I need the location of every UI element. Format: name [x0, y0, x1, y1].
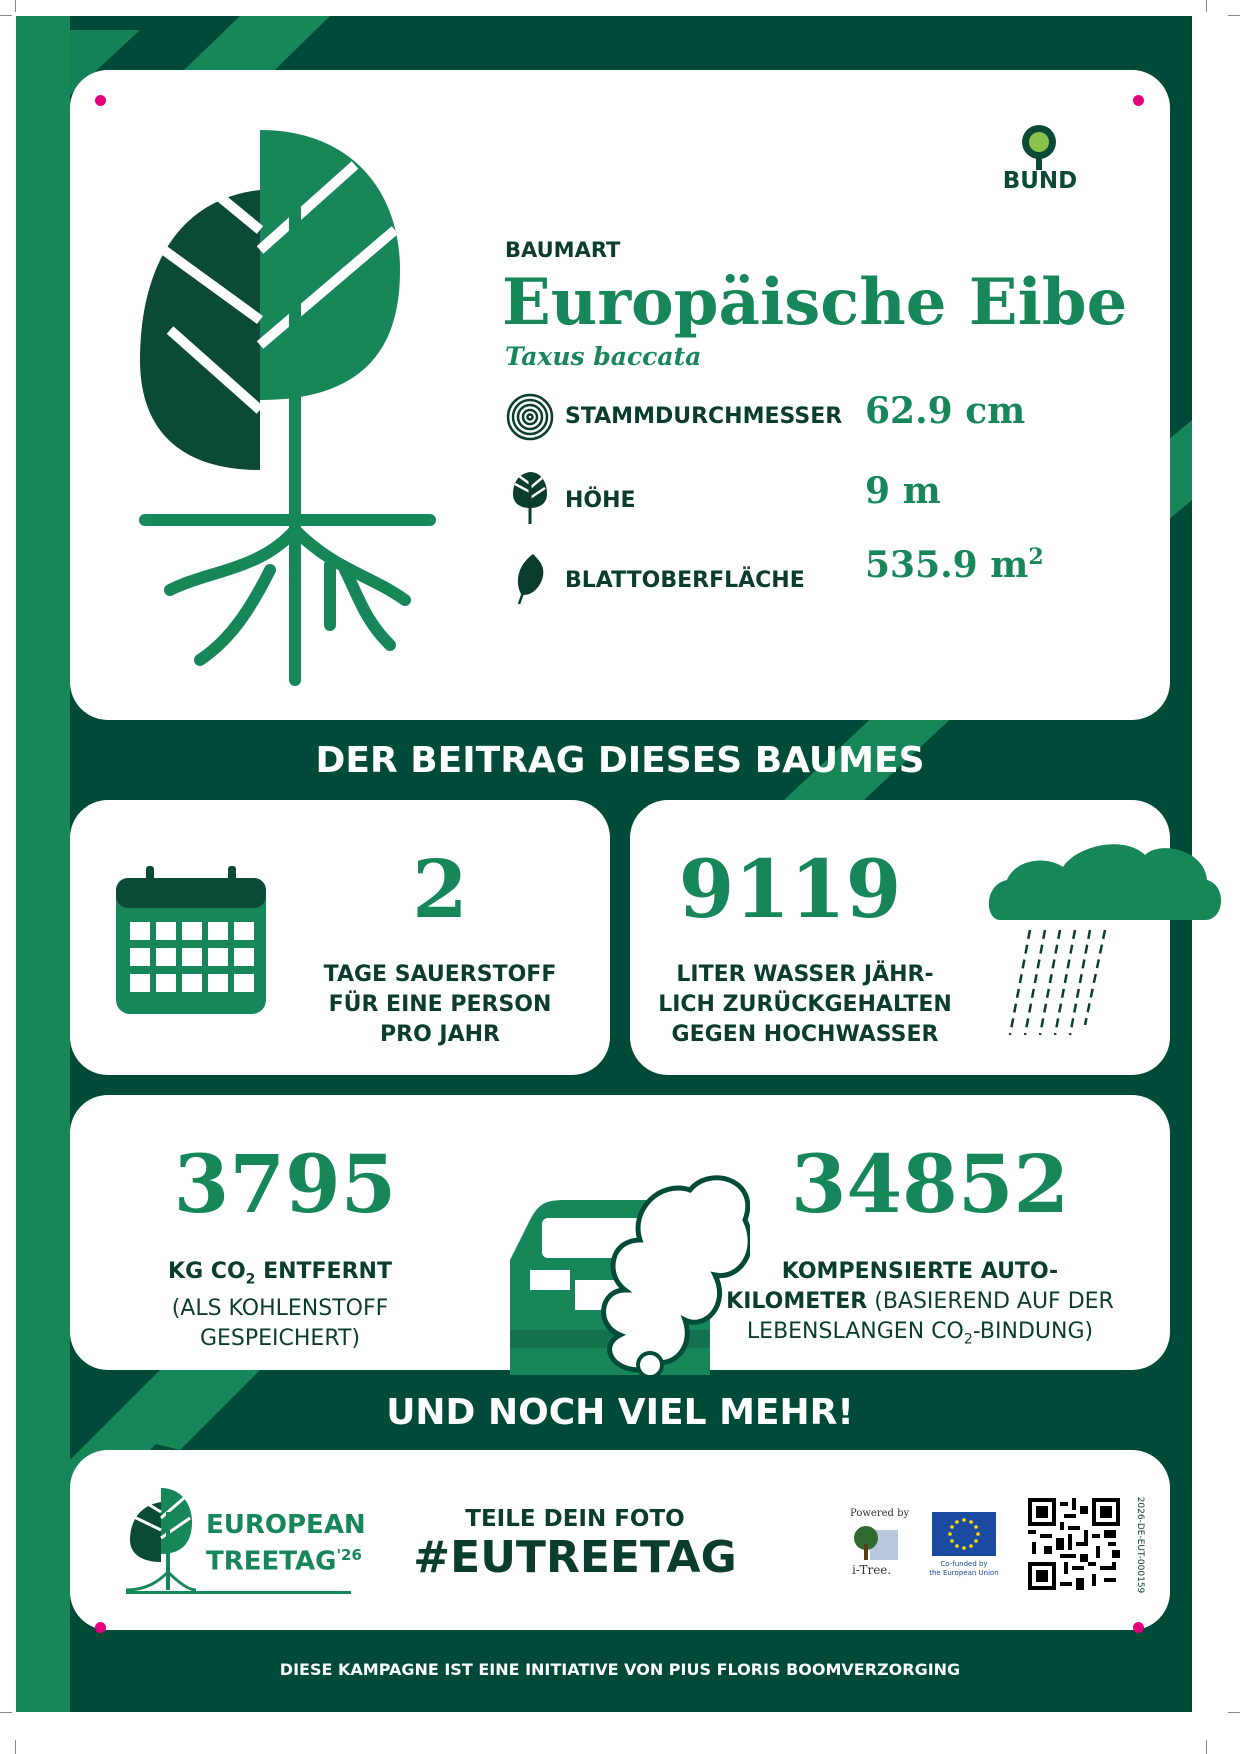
treetag-year: '26 — [336, 1546, 362, 1564]
treetag-line1: EUROPEAN — [206, 1510, 366, 1540]
stat-label: HÖHE — [565, 488, 636, 513]
hashtag: #EUTREETAG — [413, 1532, 737, 1583]
rain-cloud-icon — [985, 825, 1225, 1050]
stat-label: BLATTOBERFLÄCHE — [565, 568, 805, 593]
car-text: LEBENSLANGEN CO — [746, 1319, 964, 1344]
qr-code-icon[interactable] — [1028, 1498, 1120, 1590]
crop-mark — [15, 1740, 16, 1754]
car-text: -BINDUNG) — [972, 1319, 1094, 1344]
tree-species-label: BAUMART — [505, 238, 621, 262]
registration-dot — [95, 1622, 106, 1633]
water-line: LITER WASSER JÄHR- — [676, 962, 934, 987]
co2-subscript: 2 — [245, 1271, 256, 1288]
footer-card — [70, 1450, 1170, 1630]
tree-rings-icon — [505, 392, 555, 442]
stat-value-superscript: 2 — [1028, 544, 1044, 570]
treetag-line2 — [206, 1540, 366, 1577]
water-line: LICH ZURÜCKGEHALTEN — [658, 992, 952, 1017]
footer-baseline — [126, 1591, 351, 1594]
leaf-icon — [513, 552, 547, 606]
crop-mark — [1206, 0, 1207, 12]
co2-line: GESPEICHERT) — [199, 1326, 361, 1352]
car-line2-rest: (BASIEREND AUF DER — [867, 1289, 1114, 1314]
car-line2 — [710, 1287, 1130, 1317]
calendar-icon — [116, 866, 266, 1014]
co2-text: KG CO — [168, 1259, 246, 1284]
more-title: UND NOCH VIEL MEHR! — [386, 1392, 854, 1433]
registration-dot — [1133, 1622, 1144, 1633]
co2-description — [110, 1257, 450, 1354]
section-title: DER BEITRAG DIESES BAUMES — [315, 740, 925, 781]
co2-line-bold — [110, 1257, 450, 1294]
tree-illustration — [130, 100, 450, 690]
oxygen-card — [70, 800, 610, 1075]
stat-value-number: 535.9 m — [865, 544, 1029, 586]
co2-line: (ALS KOHLENSTOFF — [171, 1296, 389, 1322]
registration-dot — [1133, 95, 1144, 106]
tree-latin-name: Taxus baccata — [505, 342, 702, 371]
oxygen-line: TAGE SAUERSTOFF — [323, 962, 557, 987]
treetag-logo-text — [206, 1510, 366, 1577]
eu-line1: Co-funded by — [940, 1560, 988, 1568]
water-line: GEGEN HOCHWASSER — [671, 1022, 939, 1047]
share-label: TEILE DEIN FOTO — [465, 1506, 685, 1532]
co2-number: 3795 — [173, 1137, 397, 1231]
stat-value: 62.9 cm — [865, 390, 1026, 432]
co2-text: ENTFERNT — [255, 1259, 392, 1284]
car-subscript: 2 — [963, 1331, 973, 1348]
eu-cofunded-label — [916, 1560, 1012, 1578]
stat-value — [865, 544, 1044, 586]
eu-line2: the European Union — [929, 1569, 999, 1577]
car-km-number: 34852 — [790, 1137, 1070, 1231]
stat-value: 9 m — [865, 470, 941, 512]
bund-logo-icon — [1015, 122, 1063, 170]
itree-logo-icon — [850, 1522, 900, 1562]
car-line2-bold: KILOMETER — [726, 1289, 868, 1314]
oxygen-line: PRO JAHR — [380, 1022, 500, 1047]
treetag-logo-icon — [126, 1482, 196, 1592]
stat-row-diameter — [505, 390, 1105, 450]
water-description — [640, 960, 970, 1050]
bund-logo-text: BUND — [1002, 168, 1078, 194]
stat-row-leaf-area — [505, 544, 1145, 610]
stat-label: STAMMDURCHMESSER — [565, 404, 843, 429]
tree-info-card — [70, 70, 1170, 720]
water-number: 9119 — [678, 842, 902, 936]
eu-flag-icon — [932, 1512, 996, 1556]
treetag-word: TREETAG — [206, 1546, 337, 1577]
oxygen-number: 2 — [412, 842, 468, 936]
crop-mark — [0, 1712, 12, 1713]
crop-mark — [0, 15, 12, 16]
oxygen-line: FÜR EINE PERSON — [328, 992, 552, 1017]
tree-common-name: Europäische Eibe — [502, 265, 1128, 340]
tree-height-icon — [511, 470, 549, 526]
crop-mark — [1228, 1712, 1240, 1713]
crop-mark — [1206, 1740, 1207, 1754]
registration-dot — [95, 95, 106, 106]
itree-label: i-Tree. — [852, 1563, 892, 1577]
initiative-text: DIESE KAMPAGNE IST EINE INITIATIVE VON PIUS FLORIS BOOMVERZORGING — [279, 1660, 961, 1679]
car-exhaust-icon — [490, 1160, 750, 1380]
car-description — [710, 1257, 1130, 1354]
crop-mark — [1228, 15, 1240, 16]
car-line3 — [710, 1317, 1130, 1354]
powered-by-label: Powered by — [850, 1508, 910, 1519]
crop-mark — [15, 0, 16, 12]
stat-row-height — [505, 470, 1105, 530]
car-line1: KOMPENSIERTE AUTO- — [781, 1259, 1059, 1284]
oxygen-description — [300, 960, 580, 1050]
campaign-code: 2026-DE-EUT-000159 — [1135, 1496, 1145, 1594]
